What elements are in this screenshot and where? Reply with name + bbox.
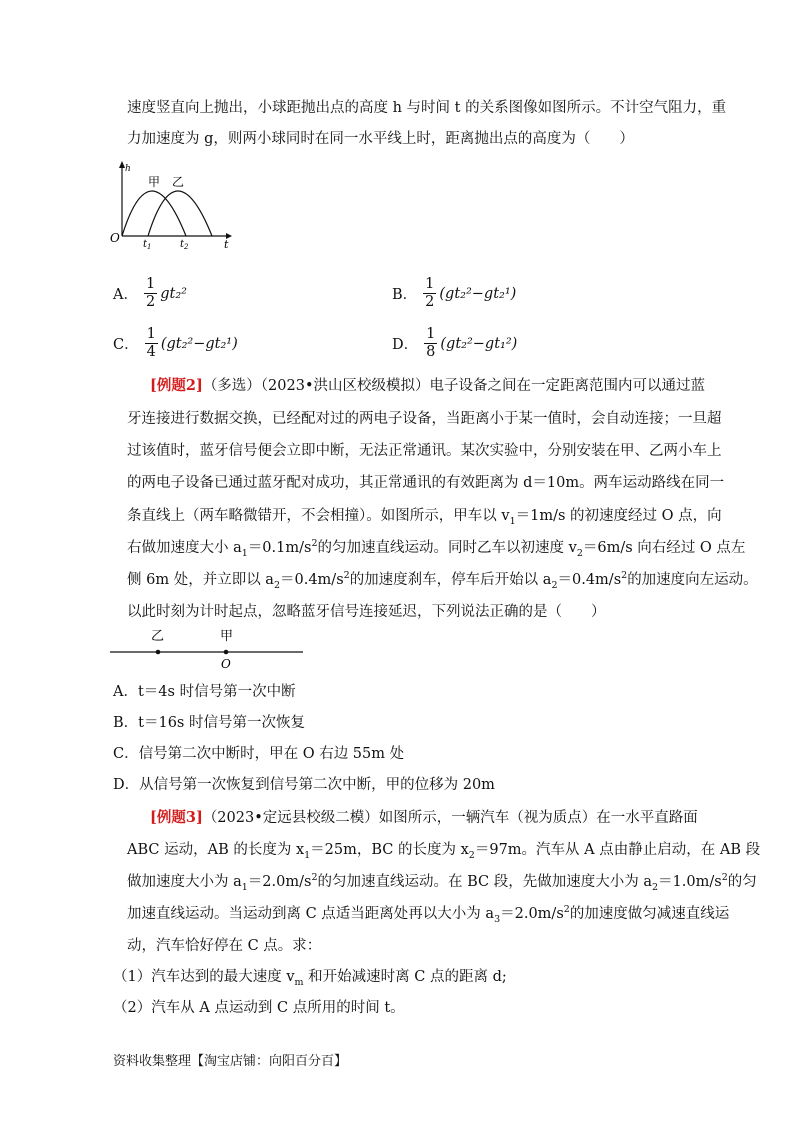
graph-yi-label: 乙 [172, 175, 185, 189]
fraction: $\frac{1}{2}$ [425, 276, 435, 310]
option-expression: (gt₂²−gt₁²) [440, 335, 518, 352]
option-letter: C． [113, 337, 139, 353]
ex2-line-1: [例题2]（多选）（2023•洪山区校级模拟）电子设备之间在一定距离范围内可以通过蓝 [150, 377, 706, 394]
option-expression: (gt₂²−gt₂¹) [439, 285, 517, 302]
q1-line-2: 力加速度为 g，则两小球同时在同一水平线上时，距离抛出点的高度为（ ） [127, 131, 634, 147]
ex2-line-5: 条直线上（两车略微错开，不会相撞）。如图所示，甲车以 $v_1=1m/s$ 的初速度经过 O 点，向 [127, 508, 722, 527]
svg-text:t2 [180, 239, 189, 251]
example-2-label: [例题2] [150, 377, 203, 394]
graph-t-label: t [224, 238, 229, 251]
q1-option-a[interactable] [113, 276, 187, 311]
ex2-line-2: 牙连接进行数据交换，已经配对过的两电子设备，当距离小于某一值时，会自动连接；一旦超 [127, 411, 722, 427]
q1-line-1: 速度竖直向上抛出，小球距抛出点的高度 h 与时间 t 的关系图像如图所示。不计空气阻力，重 [127, 100, 727, 116]
option-expression: (gt₂²−gt₂¹) [160, 335, 238, 352]
diagram-jia-label: 甲 [220, 629, 234, 644]
ex2-line-8: 以此时刻为计时起点，忽略蓝牙信号连接延迟，下列说法正确的是（ ） [127, 604, 606, 620]
svg-text:t1 [143, 239, 152, 251]
ex2-line-7: 侧 6m 处，并立即以 $a_2=0.4m/s^2$的加速度刹车，停车后开始以 $a_2=0.4m/s^2$的加速度向左运动。 [127, 570, 758, 591]
ex3-line-2: ABC 运动，AB 的长度为 $x_1=25m$，BC 的长度为 $x_2=97m$。汽车从 A 点由静止启动，在 AB 段 [127, 842, 761, 861]
example-3-label: [例题3] [150, 809, 203, 826]
ex2-line-4: 的两电子设备已通过蓝牙配对成功，其正常通讯的有效距离为 d＝10m。两车运动路线在同一 [127, 475, 725, 491]
diagram-o-label: O [221, 657, 231, 671]
ex2-option-c[interactable]: C．信号第二次中断时，甲在 O 右边 55m 处 [113, 746, 405, 762]
option-expression: gt₂² [160, 285, 187, 302]
graph-t1-label: t [143, 239, 148, 250]
ex3-line-1: [例题3]（2023•定远县校级二模）如图所示，一辆汽车（视为质点）在一水平直路面 [150, 809, 698, 826]
fraction: $\frac{1}{4}$ [146, 326, 156, 360]
ex3-line-4: 加速直线运动。当运动到离 C 点适当距离处再以大小为 $a_3=2.0m/s^2$的加速度做匀减速直线运 [127, 904, 730, 925]
graph-origin-label: O [110, 231, 120, 245]
ex3-question-2: （2）汽车从 A 点运动到 C 点所用的时间 t。 [113, 1000, 405, 1016]
ex2-option-b[interactable]: B．t＝16s 时信号第一次恢复 [113, 715, 305, 731]
option-letter: D． [392, 337, 419, 353]
height-time-graph [108, 160, 238, 252]
option-letter: B． [392, 287, 418, 303]
graph-t2-label: t [180, 239, 185, 250]
q1-option-b[interactable] [392, 276, 516, 311]
graph-t2-sub: 2 [184, 243, 189, 251]
q1-option-c[interactable] [113, 326, 238, 361]
fraction: $\frac{1}{2}$ [145, 276, 156, 310]
position-diagram [110, 624, 310, 672]
ex3-question-1: （1）汽车达到的最大速度 $v_m$ 和开始减速时离 C 点的距离 d; [113, 969, 507, 988]
ex2-line-3: 过该值时，蓝牙信号便会立即中断，无法正常通讯。某次实验中，分别安装在甲、乙两小车上 [127, 443, 722, 459]
graph-h-label: h [125, 164, 131, 174]
option-letter: A． [113, 287, 138, 303]
yi-position-dot [156, 650, 161, 655]
graph-jia-label: 甲 [148, 175, 161, 189]
ex3-line-5: 动，汽车恰好停在 C 点。求： [127, 938, 322, 954]
ex2-line-6: 右做加速度大小 $a_1=0.1m/s^2$的匀加速直线运动。同时乙车以初速度 $v_2=6m/s$ 向右经过 O 点左 [127, 538, 746, 559]
ex2-option-a[interactable]: A．t＝4s 时信号第一次中断 [113, 684, 296, 700]
fraction: $\frac{1}{8}$ [426, 326, 436, 360]
graph-t1-sub: 1 [147, 243, 152, 251]
diagram-yi-label: 乙 [151, 629, 165, 644]
footer-source: 资料收集整理【淘宝店铺：向阳百分百】 [113, 1054, 348, 1069]
origin-dot [224, 650, 229, 655]
ex2-option-d[interactable]: D．从信号第一次恢复到信号第二次中断，甲的位移为 20m [113, 777, 495, 793]
ex3-line-3: 做加速度大小为 $a_1=2.0m/s^2$的匀加速直线运动。在 BC 段，先做加速度大小为 $a_2=1.0m/s^2$的匀 [127, 872, 757, 893]
q1-option-d[interactable] [392, 326, 517, 361]
